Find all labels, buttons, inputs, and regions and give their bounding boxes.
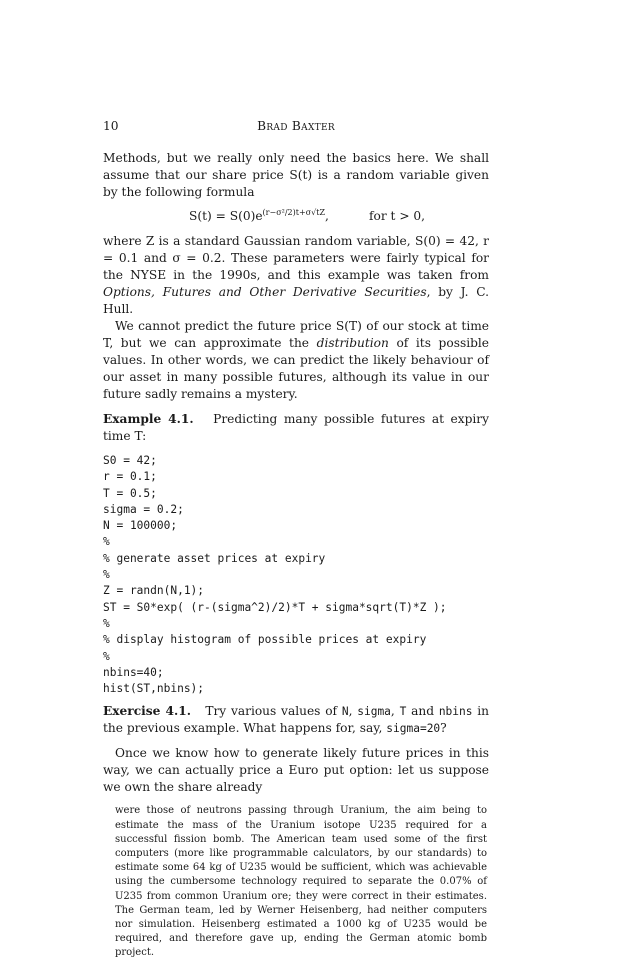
exercise-text-6: ? — [440, 721, 447, 736]
running-header — [103, 118, 489, 135]
predict-text-b: of its possible values. In other words, we can predict the likely behaviour of our asset in many possible futures, although its value in our future sadly remains a mystery. — [103, 336, 490, 401]
example-text: Predicting many possible futures at expiry time T: — [103, 412, 489, 443]
formula-trail: , — [325, 209, 329, 223]
paragraph-intro: Methods, but we really only need the basics here. We shall assume that our share price S(t) is a random variable given by the following formula — [103, 151, 489, 199]
formula-condition: for t > 0, — [369, 209, 426, 223]
running-author: Brad Baxter — [257, 119, 335, 133]
paragraph-predict — [103, 318, 489, 403]
predict-text-a: We cannot predict the future price S(T) of our stock at time T, but we can approximate the — [103, 319, 489, 350]
book-title: Options, Futures and Other Derivative Securities — [103, 285, 427, 299]
exercise-text-4: and — [411, 704, 435, 719]
exercise-paragraph — [103, 703, 489, 737]
page — [103, 118, 489, 961]
formula-lhs: S(t) = S(0)e — [189, 209, 263, 223]
formula-exponent: (r−σ²/2)t+σ√tZ — [262, 208, 326, 217]
code-listing: S0 = 42; r = 0.1; T = 0.5; sigma = 0.2; N = 100000; % % generate asset prices at expiry % Z = randn(N,1); ST = S0*exp( (r-(sigma^2)/2)*T + sigma*sqrt(T)*Z ); % % display histogram of possible prices at expiry % nbins=40; hist(ST,nbins); — [103, 454, 447, 696]
var-nbins: nbins — [438, 705, 473, 719]
footnote: were those of neutrons passing through Uranium, the aim being to estimate the mass of the Uranium isotope U235 required for a successful fission bomb. The American team used some of the first computers (more like programmable calculators, by our standards) to estimate some 64 kg of U235 would be sufficient, which was achievable using the cumbersome technology required to separate the 0.07% of U235 from common Uranium ore; they were correct in their estimates. The German team, led by Werner Heisenberg, had neither computers nor simulation. Heisenberg estimated a 1000 kg of U235 would be required, and therefore gave up, ending the German atomic bomb project. — [115, 805, 487, 959]
var-t: T — [399, 705, 407, 719]
example-label: Example 4.1. — [103, 412, 194, 426]
var-sigma: sigma — [357, 705, 391, 719]
paragraph-put-option: Once we know how to generate likely future prices in this way, we can actually price a Euro put option: let us suppose we own the share already — [103, 746, 489, 795]
paragraph-parameters — [103, 233, 489, 318]
exercise-text-3: , — [390, 704, 395, 719]
exercise-text-1: Try various values of — [205, 704, 338, 719]
book-author: , by J. C. Hull. — [103, 285, 489, 316]
exercise-text-2: , — [348, 704, 353, 719]
var-sigma-20: sigma=20 — [386, 722, 441, 736]
exercise-text-5: in the previous example. What happens for, say, — [103, 704, 490, 736]
example-heading — [103, 411, 489, 445]
distribution-emphasis: distribution — [316, 336, 389, 350]
exercise-label: Exercise 4.1. — [103, 704, 191, 719]
var-n: N — [341, 705, 349, 719]
page-number: 10 — [103, 119, 119, 133]
share-price-formula — [103, 207, 489, 227]
parameters-text: where Z is a standard Gaussian random variable, S(0) = 42, r = 0.1 and σ = 0.2. These parameters were fairly typical for the NYSE in the 1990s, and this example was taken from — [103, 234, 489, 282]
formula-expression — [189, 208, 329, 225]
